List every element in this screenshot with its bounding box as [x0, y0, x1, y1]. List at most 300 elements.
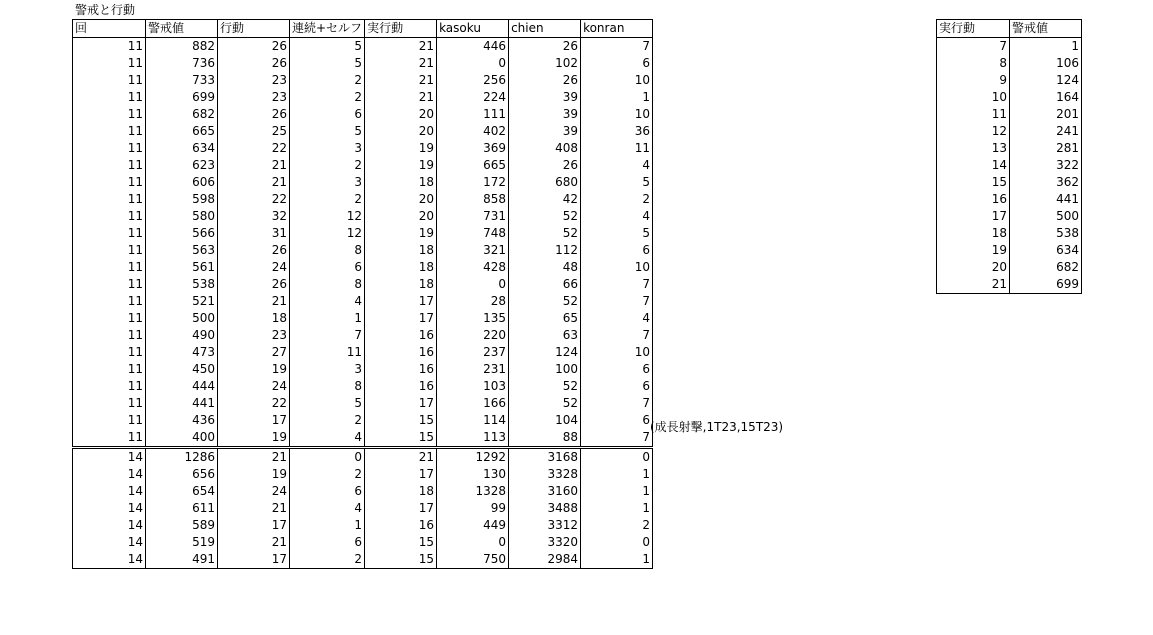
table-cell: 256: [437, 72, 509, 89]
table-cell: 521: [146, 293, 218, 310]
table-cell: 65: [509, 310, 581, 327]
table-cell: 21: [218, 534, 290, 551]
table-cell: 3168: [509, 448, 581, 467]
table-cell: 39: [509, 123, 581, 140]
table-cell: 2: [290, 466, 365, 483]
table-cell: 519: [146, 534, 218, 551]
table-cell: 113: [437, 429, 509, 448]
table-cell: 31: [218, 225, 290, 242]
table-cell: 25: [218, 123, 290, 140]
table-cell: 48: [509, 259, 581, 276]
table-cell: 4: [290, 429, 365, 448]
table-cell: 11: [73, 89, 146, 106]
table-cell: 11: [73, 327, 146, 344]
table-cell: 589: [146, 517, 218, 534]
table-cell: 17: [365, 500, 437, 517]
table-row: [73, 242, 653, 259]
table-cell: 104: [509, 412, 581, 429]
column-header: 回: [73, 20, 146, 38]
table-cell: 19: [218, 361, 290, 378]
table-cell: 14: [73, 466, 146, 483]
table-cell: 11: [73, 106, 146, 123]
table-cell: 11: [73, 293, 146, 310]
table-cell: 4: [290, 293, 365, 310]
table-cell: 11: [73, 157, 146, 174]
table-cell: 7: [581, 327, 653, 344]
side-data-table: [936, 19, 1082, 294]
table-cell: 634: [1010, 242, 1082, 259]
table-cell: 26: [218, 38, 290, 56]
table-cell: 17: [365, 310, 437, 327]
table-row: [73, 106, 653, 123]
table-cell: 42: [509, 191, 581, 208]
table-cell: 26: [218, 276, 290, 293]
table-cell: 10: [581, 344, 653, 361]
column-header: 実行動: [937, 20, 1010, 38]
table-cell: 3: [290, 140, 365, 157]
table-cell: 14: [73, 517, 146, 534]
table-cell: 22: [218, 395, 290, 412]
table-cell: 8: [937, 55, 1010, 72]
table-cell: 10: [581, 106, 653, 123]
table-cell: 369: [437, 140, 509, 157]
table-cell: 52: [509, 208, 581, 225]
table-cell: 15: [365, 551, 437, 569]
table-cell: 10: [581, 72, 653, 89]
table-row: [937, 174, 1082, 191]
table-cell: 7: [581, 276, 653, 293]
table-cell: 11: [73, 259, 146, 276]
table-cell: 699: [1010, 276, 1082, 294]
table-cell: 11: [73, 412, 146, 429]
table-cell: 111: [437, 106, 509, 123]
column-header: chien: [509, 20, 581, 38]
table-cell: 63: [509, 327, 581, 344]
table-cell: 665: [437, 157, 509, 174]
table-cell: 15: [937, 174, 1010, 191]
table-cell: 2: [290, 412, 365, 429]
table-cell: 14: [73, 483, 146, 500]
table-cell: 12: [937, 123, 1010, 140]
table-cell: 1: [581, 89, 653, 106]
table-cell: 135: [437, 310, 509, 327]
table-row: [73, 429, 653, 448]
table-cell: 490: [146, 327, 218, 344]
table-cell: 682: [1010, 259, 1082, 276]
table-cell: 5: [290, 38, 365, 56]
table-cell: 1: [290, 517, 365, 534]
table-cell: 6: [581, 378, 653, 395]
table-cell: 580: [146, 208, 218, 225]
table-row: [73, 140, 653, 157]
main-table-group-1: [73, 38, 653, 448]
table-cell: 164: [1010, 89, 1082, 106]
table-cell: 2: [290, 89, 365, 106]
table-cell: 22: [218, 140, 290, 157]
table-cell: 18: [365, 174, 437, 191]
table-cell: 36: [581, 123, 653, 140]
table-cell: 2: [581, 191, 653, 208]
table-row: [937, 259, 1082, 276]
table-row: [937, 276, 1082, 294]
table-row: [73, 448, 653, 467]
table-cell: 14: [73, 448, 146, 467]
table-cell: 24: [218, 378, 290, 395]
table-cell: 598: [146, 191, 218, 208]
table-cell: 19: [365, 157, 437, 174]
table-cell: 16: [365, 361, 437, 378]
table-cell: 114: [437, 412, 509, 429]
table-cell: 11: [73, 310, 146, 327]
table-cell: 0: [437, 534, 509, 551]
table-cell: 7: [581, 429, 653, 448]
table-cell: 23: [218, 89, 290, 106]
table-cell: 6: [290, 106, 365, 123]
main-table-header-row: [73, 20, 653, 38]
table-cell: 6: [581, 55, 653, 72]
table-cell: 20: [365, 208, 437, 225]
table-cell: 11: [73, 225, 146, 242]
table-cell: 17: [218, 412, 290, 429]
table-cell: 7: [581, 395, 653, 412]
table-cell: 15: [365, 412, 437, 429]
table-row: [73, 378, 653, 395]
table-cell: 566: [146, 225, 218, 242]
table-cell: 473: [146, 344, 218, 361]
side-table-body: [937, 38, 1082, 294]
table-cell: 52: [509, 225, 581, 242]
table-cell: 682: [146, 106, 218, 123]
table-row: [73, 276, 653, 293]
table-cell: 20: [365, 123, 437, 140]
column-header: 警戒値: [146, 20, 218, 38]
table-cell: 24: [218, 259, 290, 276]
table-row: [73, 551, 653, 569]
table-cell: 26: [509, 72, 581, 89]
table-cell: 1: [290, 310, 365, 327]
table-cell: 11: [73, 429, 146, 448]
table-cell: 201: [1010, 106, 1082, 123]
table-cell: 500: [1010, 208, 1082, 225]
table-cell: 0: [581, 448, 653, 467]
table-cell: 1: [1010, 38, 1082, 56]
table-cell: 4: [581, 310, 653, 327]
table-cell: 1292: [437, 448, 509, 467]
table-cell: 21: [365, 72, 437, 89]
table-cell: 100: [509, 361, 581, 378]
table-cell: 26: [218, 55, 290, 72]
table-cell: 5: [581, 225, 653, 242]
table-cell: 23: [218, 327, 290, 344]
table-cell: 2984: [509, 551, 581, 569]
table-cell: 8: [290, 276, 365, 293]
table-cell: 21: [218, 500, 290, 517]
table-cell: 611: [146, 500, 218, 517]
table-cell: 2: [290, 72, 365, 89]
table-cell: 103: [437, 378, 509, 395]
table-cell: 1: [581, 466, 653, 483]
column-header: 警戒値: [1010, 20, 1082, 38]
table-row: [937, 191, 1082, 208]
table-cell: 750: [437, 551, 509, 569]
table-cell: 21: [218, 293, 290, 310]
table-cell: 634: [146, 140, 218, 157]
table-cell: 8: [290, 242, 365, 259]
table-cell: 446: [437, 38, 509, 56]
table-cell: 26: [509, 157, 581, 174]
table-cell: 362: [1010, 174, 1082, 191]
column-header: kasoku: [437, 20, 509, 38]
table-cell: 39: [509, 106, 581, 123]
table-row: [73, 344, 653, 361]
table-cell: 7: [581, 293, 653, 310]
table-cell: 24: [218, 483, 290, 500]
table-cell: 500: [146, 310, 218, 327]
table-cell: 66: [509, 276, 581, 293]
table-cell: 3312: [509, 517, 581, 534]
table-cell: 606: [146, 174, 218, 191]
table-cell: 6: [581, 242, 653, 259]
table-cell: 12: [290, 208, 365, 225]
table-cell: 18: [365, 259, 437, 276]
table-cell: 1286: [146, 448, 218, 467]
table-row: [73, 327, 653, 344]
table-row: [937, 157, 1082, 174]
table-row: [937, 106, 1082, 123]
table-row: [937, 72, 1082, 89]
table-cell: 491: [146, 551, 218, 569]
table-cell: 10: [937, 89, 1010, 106]
table-cell: 124: [509, 344, 581, 361]
table-row: [73, 293, 653, 310]
table-row: [73, 412, 653, 429]
page-title: 警戒と行動: [75, 3, 136, 17]
table-cell: 2: [290, 551, 365, 569]
table-cell: 52: [509, 293, 581, 310]
table-cell: 20: [365, 191, 437, 208]
table-cell: 450: [146, 361, 218, 378]
table-cell: 623: [146, 157, 218, 174]
table-row: [73, 361, 653, 378]
table-cell: 400: [146, 429, 218, 448]
column-header: 実行動: [365, 20, 437, 38]
table-cell: 11: [73, 123, 146, 140]
table-cell: 11: [73, 344, 146, 361]
table-cell: 26: [218, 242, 290, 259]
table-cell: 441: [146, 395, 218, 412]
table-row: [937, 55, 1082, 72]
table-cell: 3328: [509, 466, 581, 483]
table-cell: 26: [218, 106, 290, 123]
table-cell: 441: [1010, 191, 1082, 208]
table-cell: 1: [581, 551, 653, 569]
table-cell: 736: [146, 55, 218, 72]
table-cell: 6: [290, 534, 365, 551]
side-table-header-row: [937, 20, 1082, 38]
table-cell: 17: [218, 517, 290, 534]
table-cell: 10: [581, 259, 653, 276]
table-cell: 19: [218, 429, 290, 448]
table-cell: 680: [509, 174, 581, 191]
table-cell: 20: [937, 259, 1010, 276]
table-row: [73, 123, 653, 140]
table-cell: 449: [437, 517, 509, 534]
table-cell: 15: [365, 534, 437, 551]
table-cell: 15: [365, 429, 437, 448]
table-row: [937, 140, 1082, 157]
table-cell: 17: [365, 293, 437, 310]
table-cell: 39: [509, 89, 581, 106]
table-cell: 11: [73, 276, 146, 293]
table-cell: 18: [365, 276, 437, 293]
table-cell: 14: [73, 534, 146, 551]
table-cell: 11: [73, 395, 146, 412]
table-cell: 4: [290, 500, 365, 517]
table-cell: 241: [1010, 123, 1082, 140]
table-cell: 2: [290, 157, 365, 174]
table-cell: 11: [73, 191, 146, 208]
table-cell: 2: [290, 191, 365, 208]
table-cell: 0: [437, 55, 509, 72]
table-row: [73, 259, 653, 276]
table-cell: 9: [937, 72, 1010, 89]
table-cell: 5: [581, 174, 653, 191]
table-row: [73, 89, 653, 106]
table-cell: 172: [437, 174, 509, 191]
table-cell: 731: [437, 208, 509, 225]
table-cell: 402: [437, 123, 509, 140]
table-cell: 17: [218, 551, 290, 569]
table-cell: 220: [437, 327, 509, 344]
table-cell: 112: [509, 242, 581, 259]
table-cell: 12: [290, 225, 365, 242]
table-row: [73, 517, 653, 534]
table-cell: 436: [146, 412, 218, 429]
table-cell: 665: [146, 123, 218, 140]
table-cell: 21: [365, 89, 437, 106]
table-cell: 130: [437, 466, 509, 483]
table-cell: 11: [73, 38, 146, 56]
table-cell: 88: [509, 429, 581, 448]
table-cell: 0: [581, 534, 653, 551]
table-row: [73, 38, 653, 56]
table-cell: 5: [290, 123, 365, 140]
column-header: 連続+セルフ: [290, 20, 365, 38]
table-cell: 4: [581, 157, 653, 174]
table-cell: 6: [581, 412, 653, 429]
table-cell: 28: [437, 293, 509, 310]
table-cell: 18: [218, 310, 290, 327]
table-cell: 8: [290, 378, 365, 395]
table-cell: 21: [218, 448, 290, 467]
table-cell: 11: [73, 242, 146, 259]
table-cell: 14: [937, 157, 1010, 174]
table-cell: 538: [146, 276, 218, 293]
table-cell: 4: [581, 208, 653, 225]
table-cell: 321: [437, 242, 509, 259]
table-cell: 17: [937, 208, 1010, 225]
table-cell: 1328: [437, 483, 509, 500]
table-cell: 733: [146, 72, 218, 89]
table-cell: 11: [73, 174, 146, 191]
table-cell: 19: [218, 466, 290, 483]
table-cell: 14: [73, 551, 146, 569]
table-cell: 17: [365, 395, 437, 412]
table-cell: 11: [73, 208, 146, 225]
table-cell: 52: [509, 395, 581, 412]
table-cell: 21: [937, 276, 1010, 294]
table-cell: 21: [365, 55, 437, 72]
table-cell: 11: [581, 140, 653, 157]
table-cell: 3488: [509, 500, 581, 517]
table-cell: 654: [146, 483, 218, 500]
table-row: [73, 500, 653, 517]
table-cell: 2: [581, 517, 653, 534]
table-row: [73, 310, 653, 327]
table-cell: 7: [290, 327, 365, 344]
table-cell: 21: [218, 174, 290, 191]
table-cell: 21: [365, 38, 437, 56]
table-cell: 11: [73, 378, 146, 395]
table-cell: 1: [581, 483, 653, 500]
table-row: [73, 483, 653, 500]
table-cell: 11: [73, 140, 146, 157]
table-cell: 124: [1010, 72, 1082, 89]
main-data-table: [72, 19, 653, 569]
table-cell: 408: [509, 140, 581, 157]
table-cell: 166: [437, 395, 509, 412]
table-cell: 11: [73, 55, 146, 72]
table-cell: 99: [437, 500, 509, 517]
table-cell: 3: [290, 361, 365, 378]
table-cell: 6: [290, 259, 365, 276]
table-cell: 19: [937, 242, 1010, 259]
table-cell: 21: [365, 448, 437, 467]
table-cell: 656: [146, 466, 218, 483]
table-cell: 231: [437, 361, 509, 378]
table-cell: 17: [365, 466, 437, 483]
table-cell: 561: [146, 259, 218, 276]
table-cell: 11: [290, 344, 365, 361]
table-cell: 26: [509, 38, 581, 56]
table-row: [937, 242, 1082, 259]
table-cell: 0: [290, 448, 365, 467]
main-table-group-2: [73, 448, 653, 569]
table-cell: 11: [73, 361, 146, 378]
table-cell: 7: [937, 38, 1010, 56]
table-cell: 18: [937, 225, 1010, 242]
table-cell: 16: [365, 344, 437, 361]
table-row: [937, 89, 1082, 106]
table-row: [73, 157, 653, 174]
table-cell: 237: [437, 344, 509, 361]
column-header: konran: [581, 20, 653, 38]
table-cell: 563: [146, 242, 218, 259]
table-row: [937, 123, 1082, 140]
table-cell: 52: [509, 378, 581, 395]
table-row: [73, 174, 653, 191]
table-cell: 7: [581, 38, 653, 56]
table-row: [73, 395, 653, 412]
table-cell: 18: [365, 483, 437, 500]
table-cell: 20: [365, 106, 437, 123]
table-row: [937, 208, 1082, 225]
table-cell: 106: [1010, 55, 1082, 72]
table-row: [73, 534, 653, 551]
table-cell: 22: [218, 191, 290, 208]
table-cell: 5: [290, 395, 365, 412]
table-cell: 14: [73, 500, 146, 517]
